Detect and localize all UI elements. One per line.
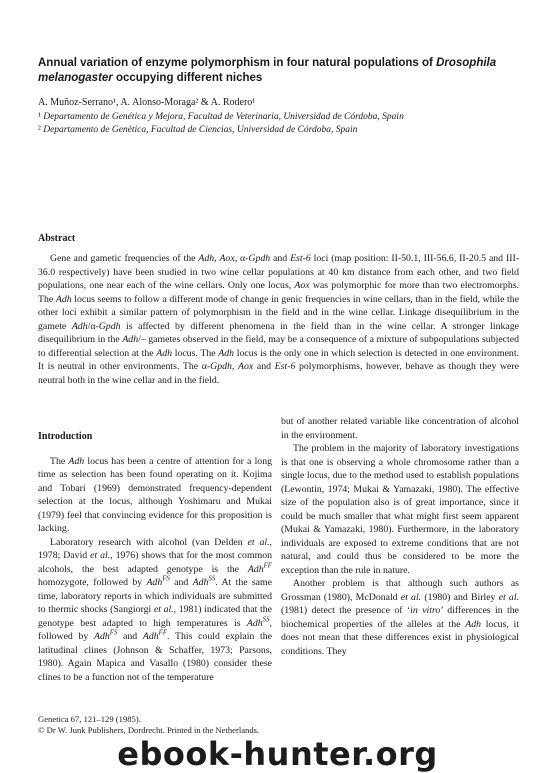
publication-footer [38, 714, 259, 736]
intro-paragraph-1: The Adh locus has been a centre of attention for a long time as selection has been found operating on it. Kojima and Tobari (1969) demonstrated frequency-dependent selection at the locus, although Yoshimaru and Mukai (1979) feel that convincing evidence for this proposition is lacking. [38, 455, 272, 534]
author-list: A. Muñoz-Serrano¹, A. Alonso-Moraga² & A. Rodero¹ [38, 97, 256, 108]
column-left [38, 430, 272, 684]
intro-paragraph-3: The problem in the majority of laboratory investigations is that one is observing a whole chromosome rather than a single locus, due to the method used to establish populations (Lewontin, 1974; Mukai & Yamazaki, 1980). The effective size of the population also is of great importance, since it could be much smaller that what might first seem apparent (Mukai & Yamazaki, 1980). Furthermore, in the laboratory individuals are exposed to extreme conditions that are not natural, and could thus be considered to be more the exception than the rule in nature. [281, 443, 519, 576]
affiliation-1: ¹ Departamento de Genética y Mejora, Facultad de Veterinaria, Universidad de Córdoba, Spain [38, 112, 404, 122]
column-right [281, 415, 519, 658]
title-text-end: occupying different niches [112, 72, 263, 84]
paper-title [38, 56, 528, 86]
introduction-heading: Introduction [38, 431, 93, 442]
abstract-body: Gene and gametic frequencies of the Adh, Aox, α-Gpdh and Est-6 loci (map position: II-50.1, III-56.6, II-20.5 and III-36.0 respectively) have been studied in two wine cellar populations at 40 km distance from each other, and two field populations, one near each of the wine cellars. Only one locus, Aox was polymorphic for more than two electromorphs. The Adh locus seems to follow a different mode of change in genic frequencies in wine cellars, than in the field, while the other loci exhibit a similar pattern of polymorphism in the field and in the wine cellar. Linkage disequilibrium in the gamete Adh/α-Gpdh is affected by different phenomena in the field than in the wine cellar. A stronger linkage disequilibrium in the Adh/– gametes observed in the field, may be a consequence of a mixture of subpopulations subjected to differential selection at the Adh locus. The Adh locus is the only one in which selection is detected in one environment. It is neutral in other environments. The α-Gpdh, Aox and Est-6 polymorphisms, however, behave as though they were neutral both in the wine cellar and in the field. [38, 253, 520, 386]
watermark: ebook-hunter.org [117, 735, 438, 773]
affiliation-2: ² Departamento de Genètica, Facultad de Ciencias, Universidad de Córdoba, Spain [38, 125, 358, 135]
title-species: Drosophila melanogaster [38, 57, 497, 84]
abstract-heading: Abstract [38, 233, 76, 244]
intro-paragraph-4: Another problem is that although such authors as Grossman (1980), McDonald et al. (1980) and Birley et al. (1981) detect the presence of ‘in vitro’ differences in the biochemical properties of the alleles at the Adh locus, it does not mean that these differences exist in physiological conditions. They [281, 578, 519, 657]
intro-paragraph-2: Laboratory research with alcohol (van Delden et al., 1978; David et al., 1976) shows that for the most common alcohols, the best adapted genotype is the Adh$^{FF}$ homozygote, followed by Adh$^{FS}$ and Adh$^{SS}$. At the same time, laboratory reports in which individuals are submitted to thermic shocks (Sangiorgi et al., 1981) indicated that the genotype best adapted to high temperatures is Adh$^{SS}$, followed by Adh$^{FS}$ and Adh$^{FF}$. This could explain the latitudinal clines (Johnson & Schaffer, 1973; Parsons, 1980). Again Mapica and Vasallo (1980) consider these clines to be a function not of the temperature [38, 536, 273, 683]
publisher-line: © Dr W. Junk Publishers, Dordrecht. Printed in the Netherlands. [38, 725, 260, 735]
intro-paragraph-2-cont: but of another related variable like concentration of alcohol in the environment. [281, 416, 519, 441]
citation-line: Genetica 67, 121–129 (1985). [38, 714, 141, 724]
title-text: Annual variation of enzyme polymorphism in four natural populations of [38, 57, 437, 69]
